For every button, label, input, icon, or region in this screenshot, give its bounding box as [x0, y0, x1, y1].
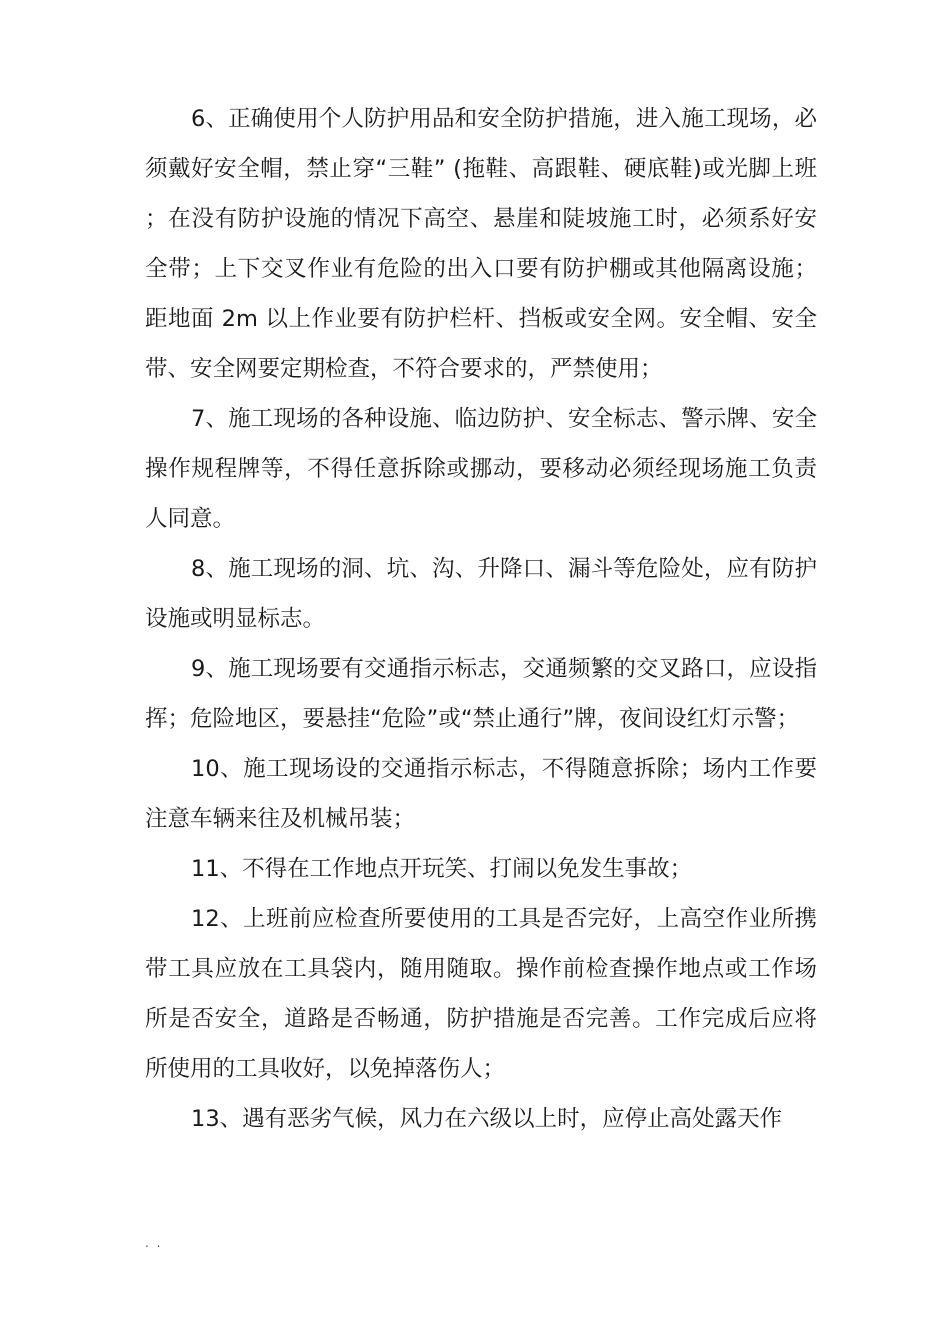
- footer-mark: . .: [145, 1236, 163, 1250]
- paragraph-8: 8、施工现场的洞、坑、沟、升降口、漏斗等危险处，应有防护设施或明显标志。: [145, 556, 817, 632]
- paragraph-12: 12、上班前应检查所要使用的工具是否完好，上高空作业所携带工具应放在工具袋内，随用随取。操作前检查操作地点或工作场所是否安全，道路是否畅通，防护措施是否完善。工作完成后应将所使用的工具收好，以免掉落伤人；: [145, 906, 817, 1082]
- paragraph-6: 6、正确使用个人防护用品和安全防护措施，进入施工现场，必须戴好安全帽，禁止穿“三鞋” (拖鞋、高跟鞋、硬底鞋)或光脚上班；在没有防护设施的情况下高空、悬崖和陡坡施工时，必须系好安全带；上下交叉作业有危险的出入口要有防护棚或其他隔离设施；距地面 2m 以上作业要有防护栏杆、挡板或安全网。安全帽、安全带、安全网要定期检查，不符合要求的，严禁使用；: [145, 106, 817, 382]
- paragraph-7: 7、施工现场的各种设施、临边防护、安全标志、警示牌、安全操作规程牌等，不得任意拆除或挪动，要移动必须经现场施工负责人同意。: [145, 406, 817, 532]
- paragraph-11: 11、不得在工作地点开玩笑、打闹以免发生事故；: [191, 856, 693, 882]
- paragraph-13: 13、遇有恶劣气候，风力在六级以上时，应停止高处露天作: [191, 1106, 783, 1132]
- paragraph-9: 9、施工现场要有交通指示标志，交通频繁的交叉路口，应设指挥；危险地区，要悬挂“危险”或“禁止通行”牌，夜间设红灯示警；: [145, 656, 817, 732]
- paragraph-10: 10、施工现场设的交通指示标志，不得随意拆除；场内工作要注意车辆来往及机械吊装；: [145, 756, 817, 832]
- document-body: [145, 94, 817, 1144]
